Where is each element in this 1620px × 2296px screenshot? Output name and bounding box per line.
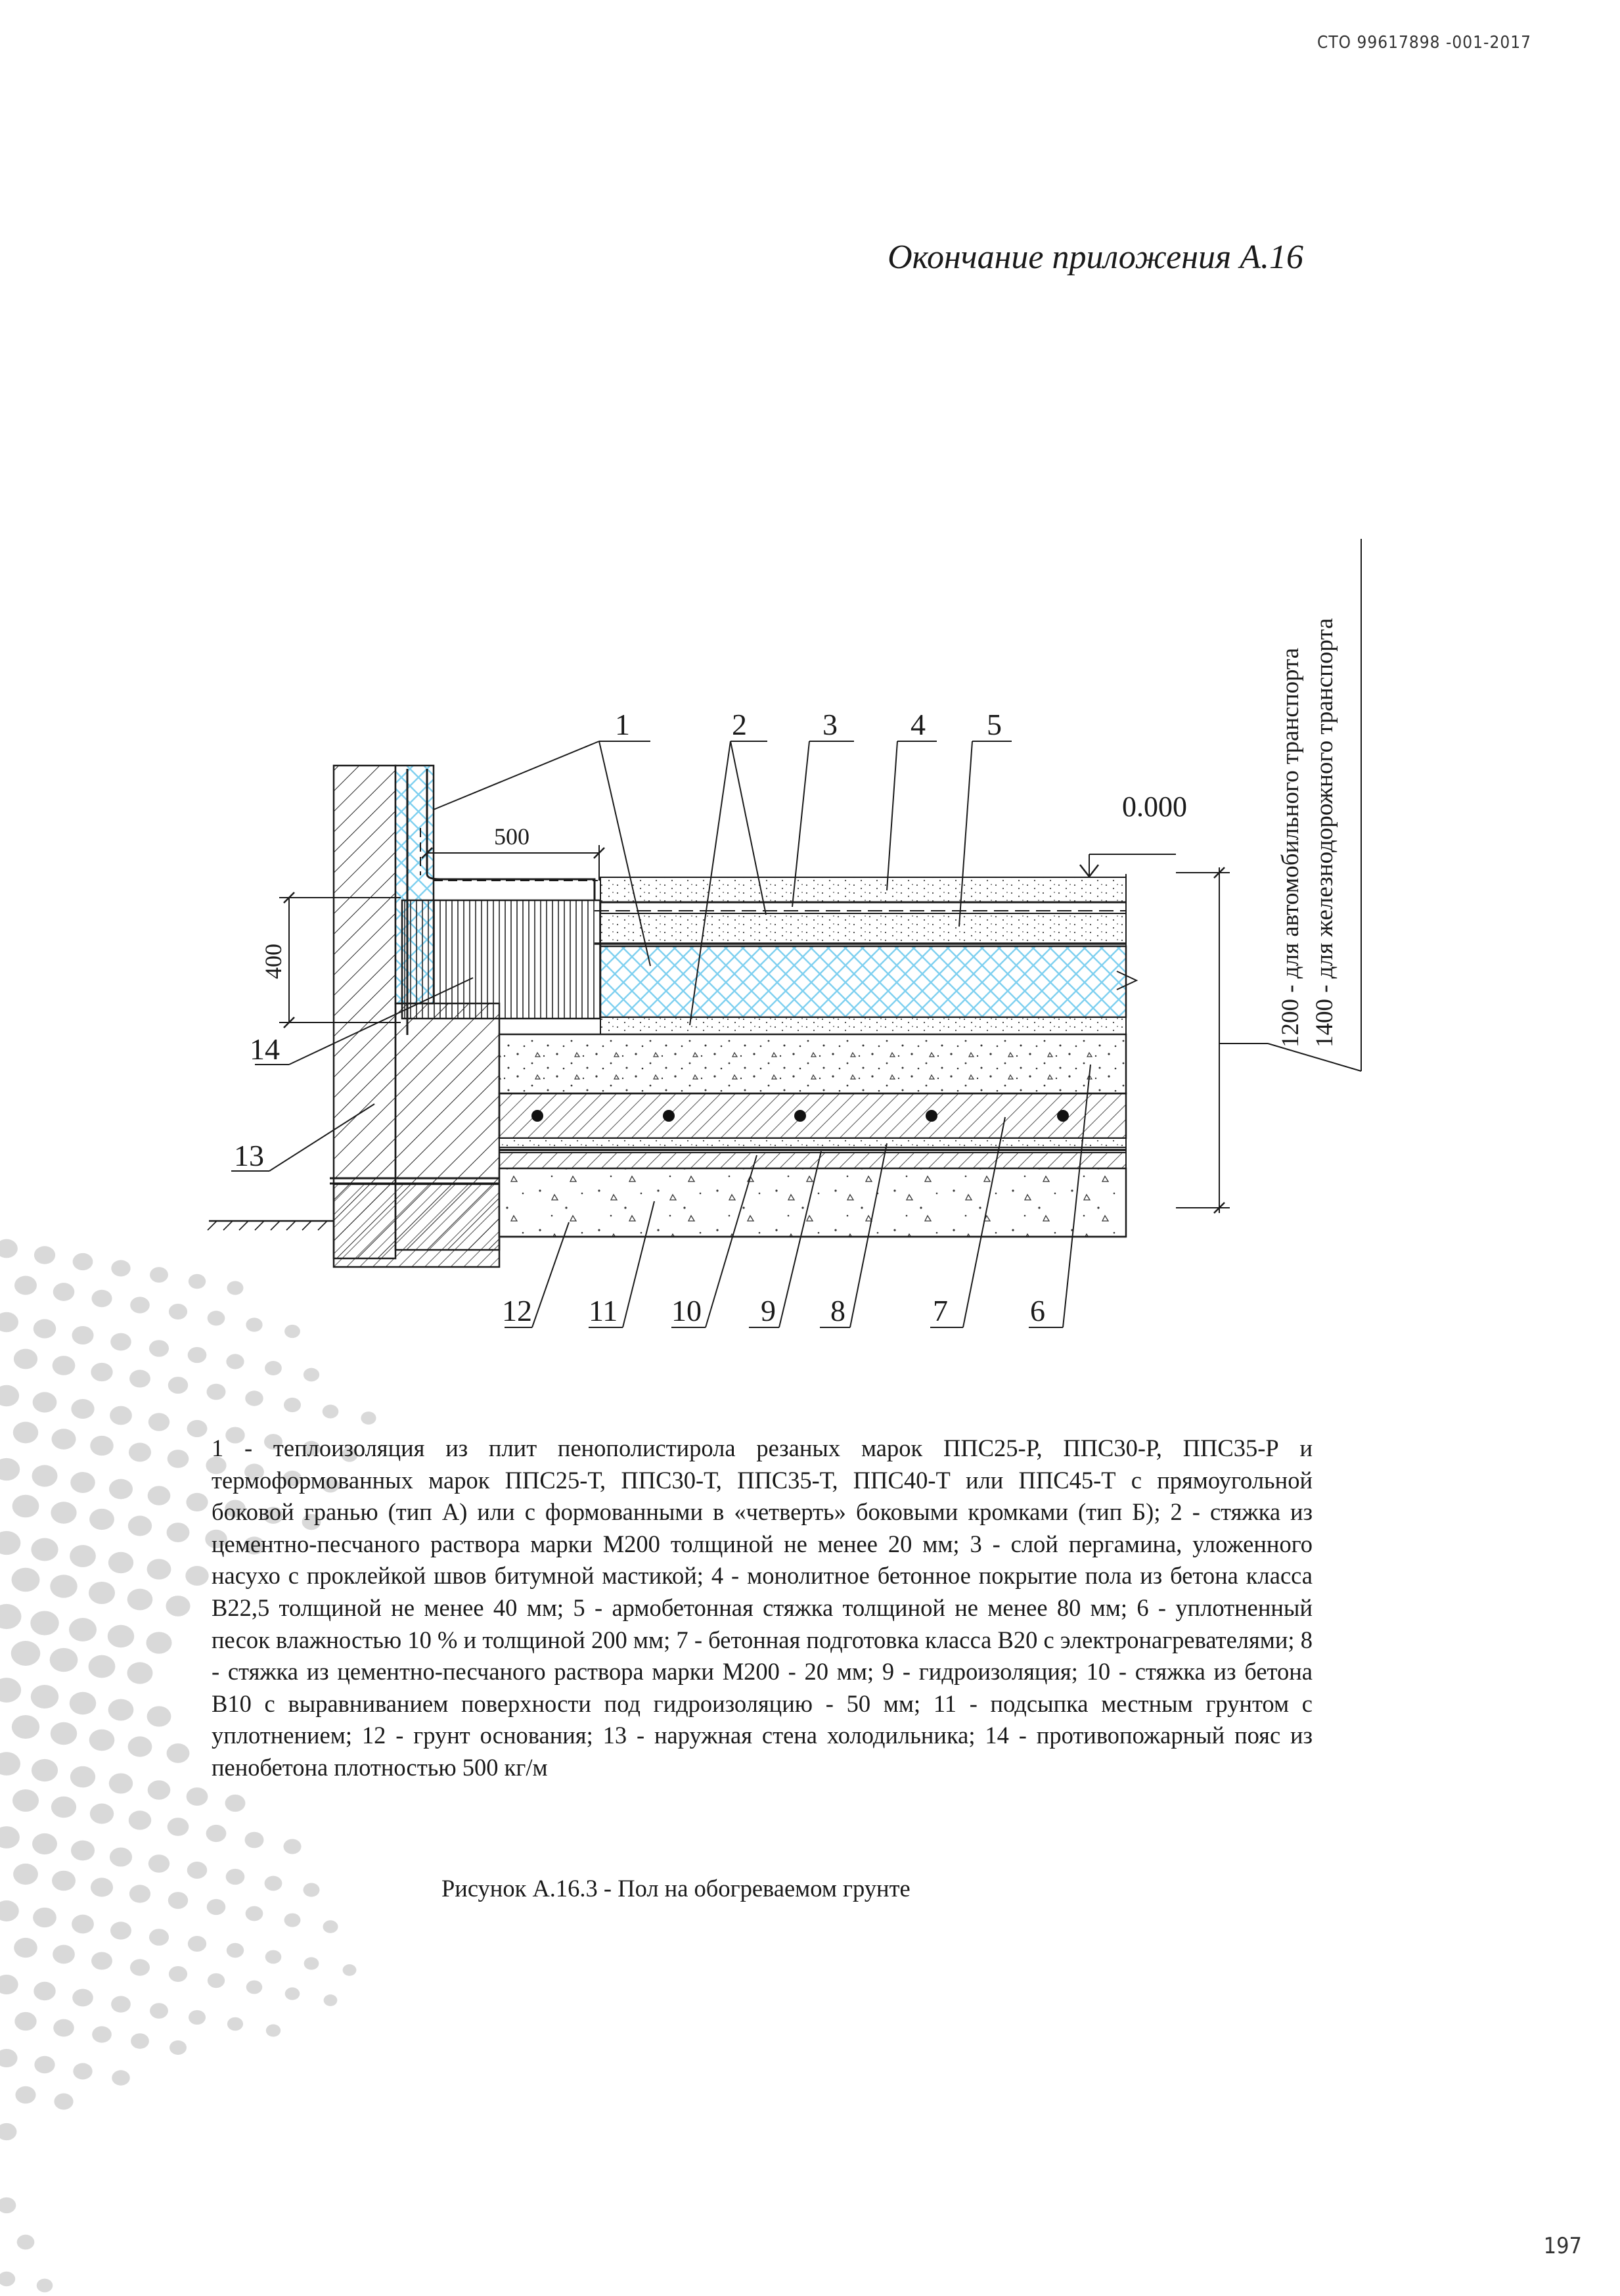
dim-400-label: 400 xyxy=(260,944,286,979)
callout-3: 3 xyxy=(822,708,838,741)
callout-11: 11 xyxy=(589,1294,618,1327)
document-code: СТО 99617898 -001-2017 xyxy=(1317,33,1531,53)
legend-paragraph: 1 - теплоизоляция из плит пенополистирола резаных марок ППС25-Р, ППС30-Р, ППС35-Р и термоформованных марок ППС25-Т, ППС30-Т, ППС35-Т, ППС40-Т или ППС45-Т с прямоугольной боковой гранью (тип А) или с формованными в «четверть» боковыми кромками (тип Б); 2 - стяжка из цементно-песчаного раствора марки М200 толщиной не менее 20 мм; 3 - слой пергамина, уложенного насухо с проклейкой швов битумной мастикой; 4 - монолитное бетонное покрытие пола из бетона класса В22,5 толщиной не менее 40 мм; 5 - армобетонная стяжка толщиной не менее 80 мм; 6 - уплотненный песок влажностью 10 % и толщиной 200 мм; 7 - бетонная подготовка класса В20 с электронагревателями; 8 - стяжка из цементно-песчаного раствора марки М200 - 20 мм; 9 - гидроизоляция; 10 - стяжка из бетона В10 с выравниванием поверхности под гидроизоляцию - 50 мм; 11 - подсыпка местным грунтом с уплотнением; 12 - грунт основания; 13 - наружная стена холодильника; 14 - противопожарный пояс из пенобетона плотностью 500 кг/м xyxy=(212,1435,1313,1781)
depth-rail-label: 1400 - для железнодорожного транспорта xyxy=(1311,618,1338,1047)
level-mark xyxy=(1080,791,1187,877)
callout-2: 2 xyxy=(732,708,747,741)
callout-6: 6 xyxy=(1030,1294,1045,1327)
callout-7: 7 xyxy=(933,1294,948,1327)
page-number: 197 xyxy=(1543,2233,1582,2259)
heating-element-dot xyxy=(794,1110,806,1122)
heating-element-dot xyxy=(1057,1110,1069,1122)
callout-12: 12 xyxy=(502,1294,532,1327)
appendix-title: Окончание приложения А.16 xyxy=(888,239,1303,276)
callout-4: 4 xyxy=(911,708,926,741)
callout-13: 13 xyxy=(234,1139,264,1172)
heating-element-dot xyxy=(531,1110,543,1122)
callout-8: 8 xyxy=(830,1294,845,1327)
heating-element-dot xyxy=(926,1110,937,1122)
depth-auto-label: 1200 - для автомобильного транспорта xyxy=(1277,647,1304,1047)
dim-500-label: 500 xyxy=(494,823,529,850)
callout-5: 5 xyxy=(987,708,1002,741)
callout-1: 1 xyxy=(615,708,630,741)
callout-9: 9 xyxy=(761,1294,776,1327)
level-mark-label: 0.000 xyxy=(1122,791,1187,823)
callout-10: 10 xyxy=(671,1294,702,1327)
figure-caption: Рисунок А.16.3 - Пол на обогреваемом грунте xyxy=(441,1875,911,1902)
firebreak-belt xyxy=(402,900,600,1019)
dimension-500 xyxy=(422,823,604,881)
callout-14: 14 xyxy=(250,1032,280,1066)
heating-element-dot xyxy=(663,1110,675,1122)
depth-dimension xyxy=(1176,539,1361,1213)
